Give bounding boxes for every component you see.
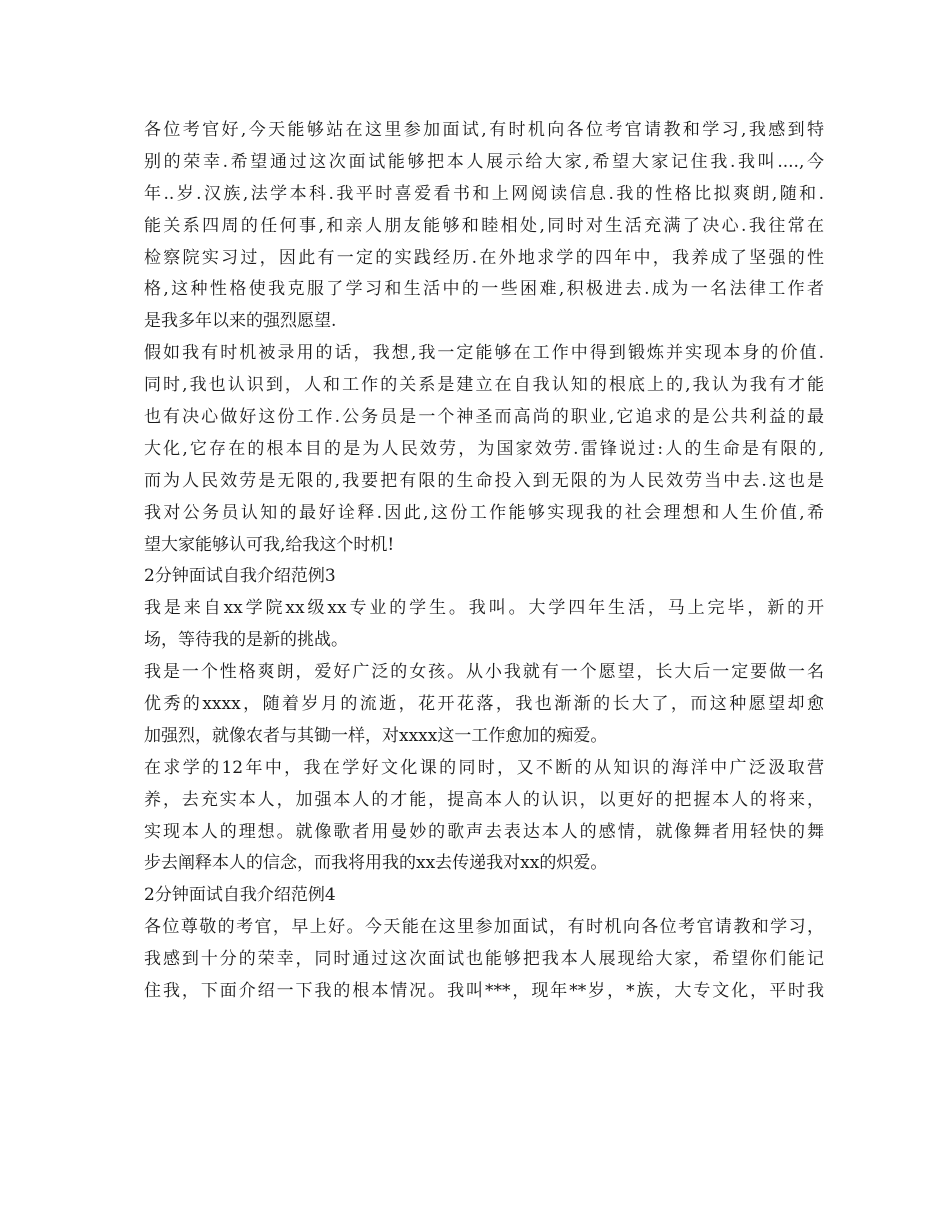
text-line: 别的荣幸.希望通过这次面试能够把本人展示给大家,希望大家记住我.我叫....,今 [144,151,824,172]
text-line: 大化,它存在的根本目的是为人民效劳，为国家效劳.雷锋说过:人的生命是有限的, [144,438,824,459]
text-line: 在求学的12年中，我在学好文化课的同时，又不断的从知识的海洋中广泛汲取营 [144,757,824,778]
text-line: 优秀的xxxx，随着岁月的流逝，花开花落，我也渐渐的长大了，而这种愿望却愈 [144,694,824,715]
text-line: 我是来自xx学院xx级xx专业的学生。我叫。大学四年生活，马上完毕，新的开 [144,598,824,619]
text-line: 各位尊敬的考官，早上好。今天能在这里参加面试，有时机向各位考官请教和学习， [144,917,824,938]
text-line: 我感到十分的荣幸，同时通过这次面试也能够把我本人展现给大家，希望你们能记 [144,949,824,970]
text-line: 同时,我也认识到，人和工作的关系是建立在自我认知的根底上的,我认为我有才能 [144,375,824,396]
text-line: 养，去充实本人，加强本人的才能，提高本人的认识，以更好的把握本人的将来， [144,789,824,810]
text-line: 望大家能够认可我,给我这个时机! [144,534,395,555]
text-line: 而为人民效劳是无限的,我要把有限的生命投入到无限的为人民效劳当中去.这也是 [144,470,824,491]
text-line: 假如我有时机被录用的话，我想,我一定能够在工作中得到锻炼并实现本身的价值. [144,343,824,364]
text-line: 我对公务员认知的最好诠释.因此,这份工作能够实现我的社会理想和人生价值,希 [144,502,824,523]
text-line: 加强烈，就像农者与其锄一样，对xxxx这一工作愈加的痴爱。 [144,725,608,746]
text-line: 步去阐释本人的信念，而我将用我的xx去传递我对xx的炽爱。 [144,853,608,874]
text-line: 也有决心做好这份工作.公务员是一个神圣而高尚的职业,它追求的是公共利益的最 [144,407,824,428]
text-line: 年..岁.汉族,法学本科.我平时喜爱看书和上网阅读信息.我的性格比拟爽朗,随和. [144,183,824,204]
text-line: 能关系四周的任何事,和亲人朋友能够和睦相处,同时对生活充满了决心.我往常在 [144,215,824,236]
text-line: 住我，下面介绍一下我的根本情况。我叫***，现年**岁，*族，大专文化，平时我 [144,981,824,1002]
text-line: 各位考官好,今天能够站在这里参加面试,有时机向各位考官请教和学习,我感到特 [144,120,824,140]
section-heading: 2分钟面试自我介绍范例3 [144,566,336,587]
text-line: 我是一个性格爽朗，爱好广泛的女孩。从小我就有一个愿望，长大后一定要做一名 [144,662,824,683]
section-heading: 2分钟面试自我介绍范例4 [144,885,336,906]
document-body [144,115,824,1008]
text-line: 是我多年以来的强烈愿望. [144,311,337,332]
text-line: 检察院实习过，因此有一定的实践经历.在外地求学的四年中，我养成了坚强的性 [144,247,824,268]
text-line: 格,这种性格使我克服了学习和生活中的一些困难,积极进去.成为一名法律工作者 [144,279,824,300]
text-line: 场，等待我的是新的挑战。 [144,630,348,651]
text-line: 实现本人的理想。就像歌者用曼妙的歌声去表达本人的感情，就像舞者用轻快的舞 [144,821,824,842]
